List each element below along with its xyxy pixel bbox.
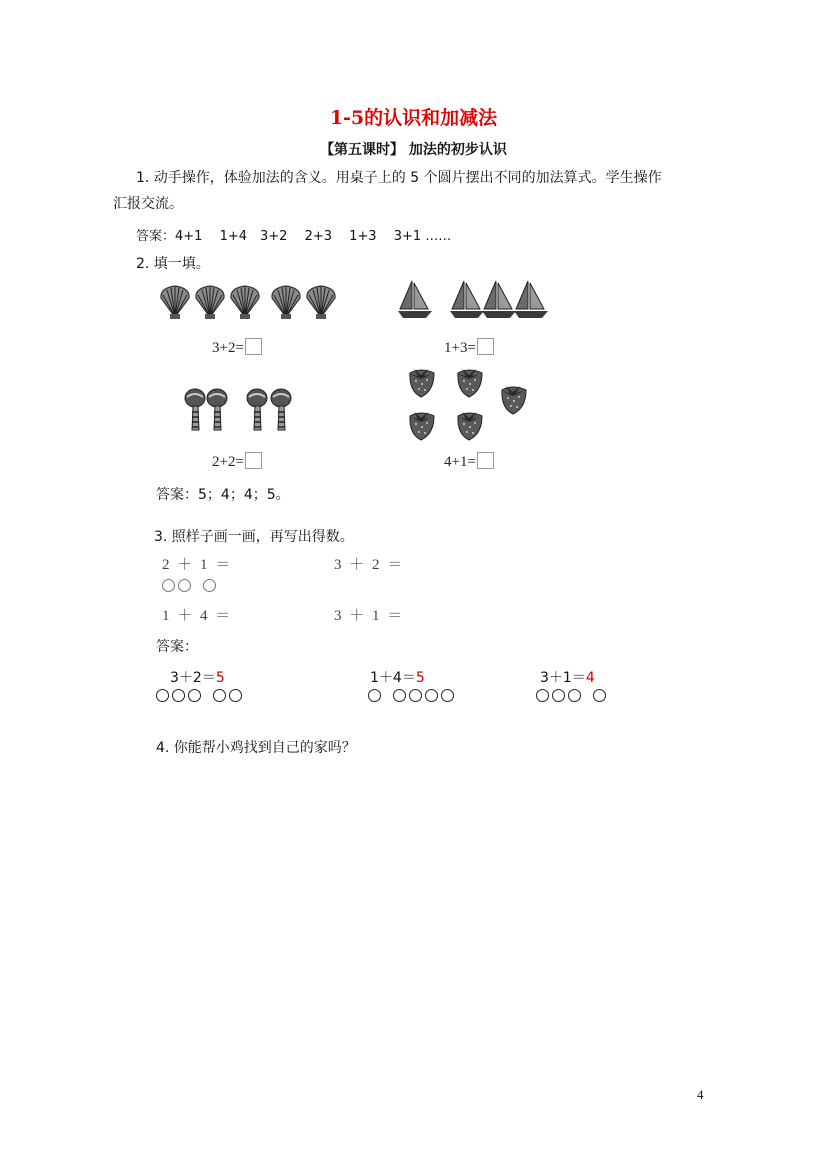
- strawberry-group: [406, 365, 536, 445]
- circle-icon: [178, 579, 191, 592]
- q1-answer: 答案：4+1 1+4 3+2 2+3 1+3 3+1 ……: [136, 229, 452, 244]
- circle-icon: [368, 689, 381, 702]
- sailboat-icon: [482, 281, 516, 318]
- sailboat-group: [398, 279, 558, 321]
- q2-equation-boats: 1+3=: [444, 338, 494, 357]
- shell-group: [158, 284, 338, 320]
- q1-text-line2: 汇报交流。: [113, 196, 183, 212]
- circle-icon: [172, 689, 185, 702]
- q2-equation-maracas: 2+2=: [212, 452, 262, 471]
- q2-equation-shells: 3+2=: [212, 338, 262, 357]
- strawberry-icon: [458, 369, 482, 397]
- page-number: 4: [697, 1087, 704, 1102]
- answer-box[interactable]: [245, 338, 262, 355]
- strawberry-icon: [410, 412, 434, 440]
- shell-icon: [196, 286, 224, 319]
- q2-answer: 答案：5；4；4；5。: [156, 487, 290, 503]
- shell-icon: [231, 286, 259, 319]
- maraca-icon: [207, 389, 227, 430]
- circle-icon: [409, 689, 422, 702]
- q3-answer-label: 答案：: [156, 639, 198, 655]
- answer-box[interactable]: [477, 452, 494, 469]
- q3-answer-2: 1＋4＝5: [370, 670, 425, 686]
- answer-box[interactable]: [477, 338, 494, 355]
- circle-icon: [229, 689, 242, 702]
- q3-answer-3-circles: [536, 689, 609, 705]
- q3-equation-4: 3 ＋ 1 ＝: [334, 608, 403, 624]
- q2-equation-strawberries: 4+1=: [444, 452, 494, 471]
- shell-icon: [307, 286, 335, 319]
- circle-icon: [188, 689, 201, 702]
- circle-icon: [162, 579, 175, 592]
- circle-icon: [568, 689, 581, 702]
- circle-icon: [593, 689, 606, 702]
- strawberry-icon: [458, 412, 482, 440]
- q3-answer-3: 3＋1＝4: [540, 670, 595, 686]
- page-title: 1-5的认识和加减法: [329, 107, 498, 129]
- q1-text-line1: 1. 动手操作，体验加法的含义。用桌子上的 5 个圆片摆出不同的加法算式。学生操作: [136, 170, 662, 186]
- maraca-icon: [271, 389, 291, 430]
- sailboat-icon: [398, 281, 432, 318]
- sailboat-icon: [514, 281, 548, 318]
- shell-icon: [272, 286, 300, 319]
- circle-icon: [213, 689, 226, 702]
- maraca-icon: [247, 389, 267, 430]
- strawberry-icon: [502, 386, 526, 414]
- circle-icon: [552, 689, 565, 702]
- circle-icon: [441, 689, 454, 702]
- maraca-icon: [185, 389, 205, 430]
- lesson-subtitle: 【第五课时】 加法的初步认识: [320, 142, 507, 158]
- q3-answer-1: 3＋2＝5: [170, 670, 225, 686]
- q3-example-equation: 2 ＋ 1 ＝: [162, 557, 231, 573]
- q3-heading: 3. 照样子画一画，再写出得数。: [154, 529, 354, 545]
- q3-answer-2-circles: [368, 689, 457, 705]
- q2-heading: 2. 填一填。: [136, 256, 210, 272]
- circle-icon: [425, 689, 438, 702]
- circle-icon: [393, 689, 406, 702]
- answer-box[interactable]: [245, 452, 262, 469]
- maraca-group: [184, 386, 314, 436]
- q3-equation-3: 1 ＋ 4 ＝: [162, 608, 231, 624]
- q3-example-circles: [162, 579, 219, 595]
- q4-heading: 4. 你能帮小鸡找到自己的家吗？: [156, 740, 356, 756]
- q3-equation-2: 3 ＋ 2 ＝: [334, 557, 403, 573]
- circle-icon: [536, 689, 549, 702]
- circle-icon: [156, 689, 169, 702]
- strawberry-icon: [410, 369, 434, 397]
- shell-icon: [161, 286, 189, 319]
- q3-answer-1-circles: [156, 689, 245, 705]
- circle-icon: [203, 579, 216, 592]
- sailboat-icon: [450, 281, 484, 318]
